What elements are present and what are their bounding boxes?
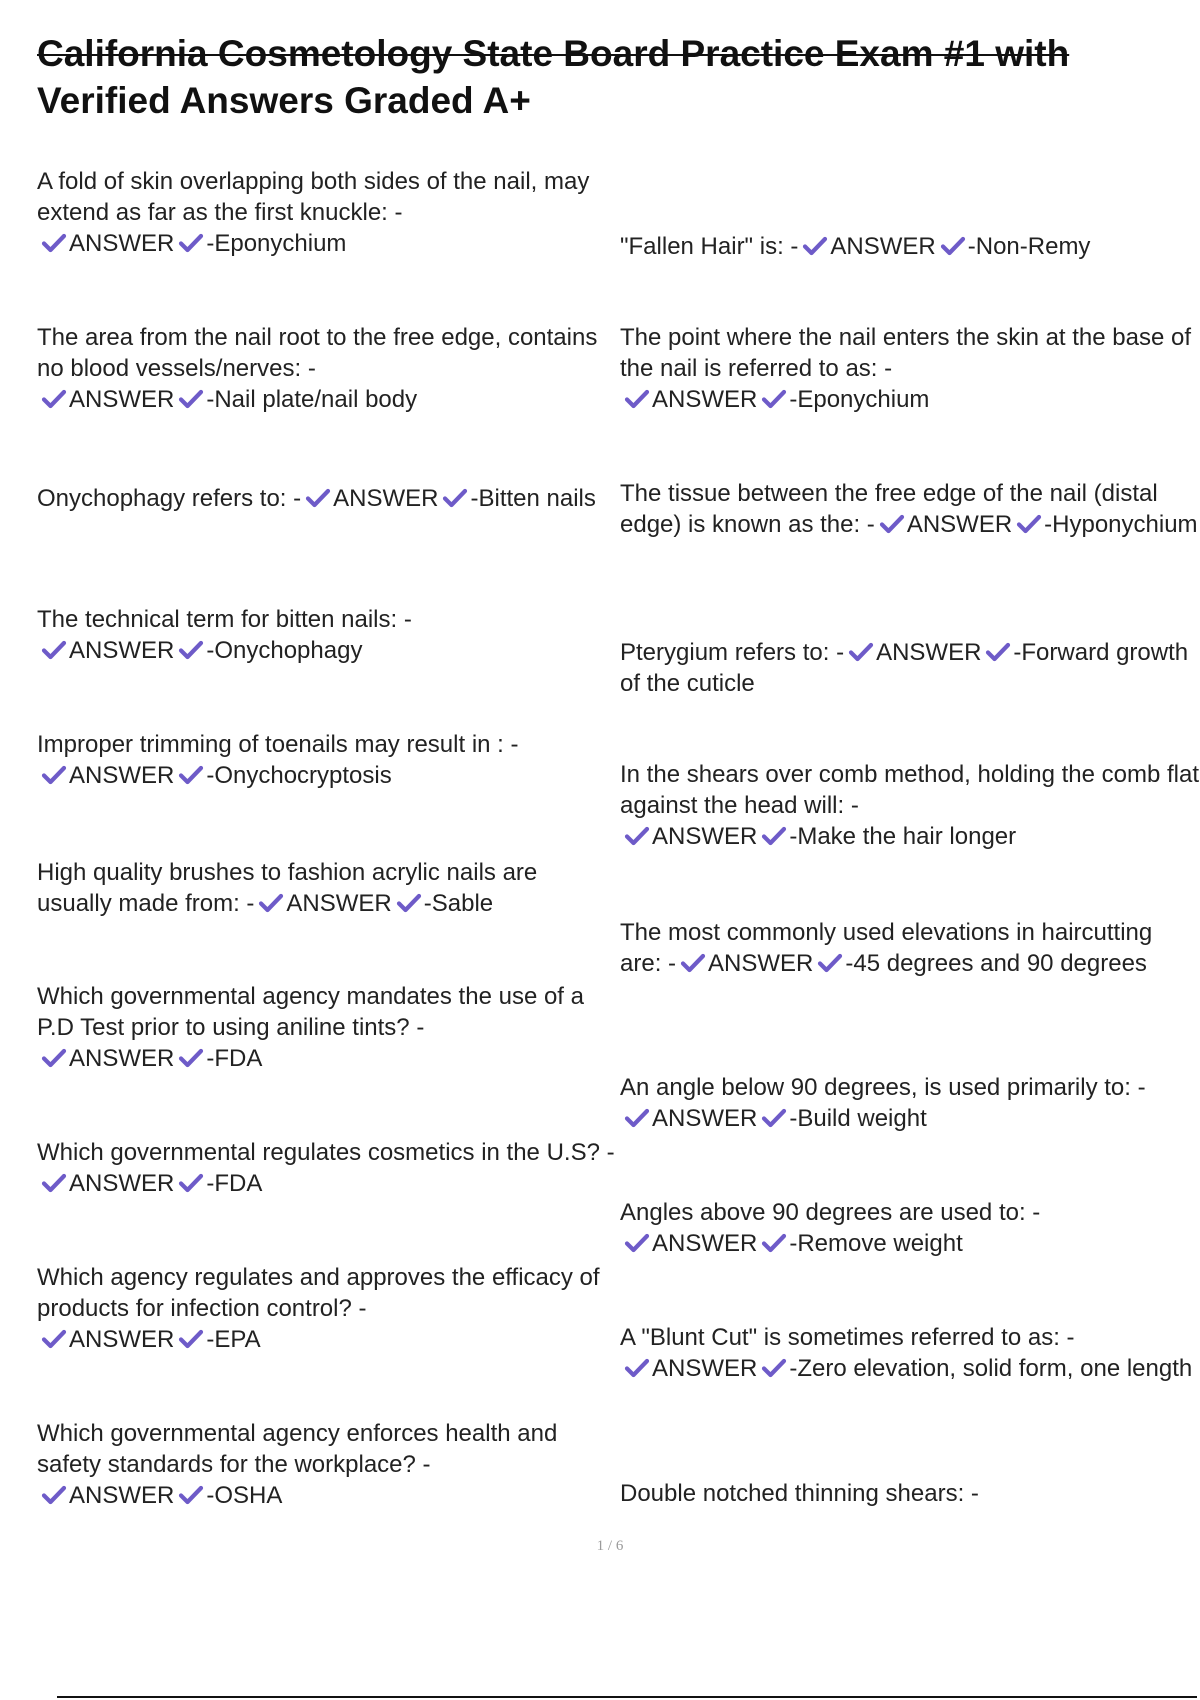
question-text: High quality brushes to fashion acrylic nails are usually made from: - <box>37 859 538 917</box>
checkmark-icon <box>178 232 204 254</box>
question-text: "Fallen Hair" is: - <box>620 233 799 260</box>
qa-item <box>37 1262 617 1355</box>
answer-text: -Build weight <box>789 1105 927 1132</box>
checkmark-icon <box>178 639 204 661</box>
qa-item <box>620 322 1200 415</box>
qa-item <box>620 1072 1200 1134</box>
answer-text: -Bitten nails <box>470 485 596 512</box>
question-text: Onychophagy refers to: - <box>37 485 302 512</box>
checkmark-icon <box>41 639 67 661</box>
answer-text: -Eponychium <box>206 230 347 257</box>
checkmark-icon <box>41 764 67 786</box>
qa-item <box>37 604 617 666</box>
answer-label: ANSWER <box>652 386 758 413</box>
question-text: The point where the nail enters the skin at the base of the nail is referred to as: - <box>620 324 1192 382</box>
answer-label: ANSWER <box>876 639 982 666</box>
answer-label: ANSWER <box>69 386 175 413</box>
answer-label: ANSWER <box>652 1105 758 1132</box>
checkmark-icon <box>761 1107 787 1129</box>
question-text: A "Blunt Cut" is sometimes referred to as: - <box>620 1324 1075 1351</box>
question-text: The tissue between the free edge of the nail (distal edge) is known as the: - <box>620 480 1158 538</box>
checkmark-icon <box>761 1232 787 1254</box>
checkmark-icon <box>1016 513 1042 535</box>
checkmark-icon <box>41 1484 67 1506</box>
question-text: In the shears over comb method, holding the comb flat against the head will: - <box>620 761 1199 819</box>
answer-label: ANSWER <box>652 823 758 850</box>
document-title <box>37 30 1177 124</box>
answer-text: -Sable <box>423 890 494 917</box>
qa-item <box>37 857 617 919</box>
checkmark-icon <box>848 641 874 663</box>
qa-item <box>37 166 617 259</box>
checkmark-icon <box>680 952 706 974</box>
checkmark-icon <box>817 952 843 974</box>
answer-text: -Onychophagy <box>206 637 363 664</box>
page-number: 1 / 6 <box>596 1538 624 1554</box>
answer-label: ANSWER <box>333 485 439 512</box>
question-text: An angle below 90 degrees, is used primarily to: - <box>620 1074 1146 1101</box>
question-text: Double notched thinning shears: - <box>620 1480 979 1507</box>
question-text: Which governmental agency enforces health and safety standards for the workplace? - <box>37 1420 558 1478</box>
question-text: Which governmental agency mandates the use of a P.D Test prior to using aniline tints? - <box>37 983 584 1041</box>
checkmark-icon <box>178 1484 204 1506</box>
checkmark-icon <box>879 513 905 535</box>
answer-text: -FDA <box>206 1045 263 1072</box>
answer-text: -Hyponychium <box>1044 511 1198 538</box>
checkmark-icon <box>178 1172 204 1194</box>
answer-label: ANSWER <box>830 233 936 260</box>
title-line-1: California Cosmetology State Board Practice Exam #1 with <box>37 33 1070 74</box>
answer-label: ANSWER <box>708 950 814 977</box>
question-text: The technical term for bitten nails: - <box>37 606 412 633</box>
qa-item <box>620 759 1200 852</box>
qa-item <box>620 1197 1200 1259</box>
title-line-2: Verified Answers Graded A+ <box>37 80 531 121</box>
checkmark-icon <box>41 1047 67 1069</box>
checkmark-icon <box>178 1328 204 1350</box>
question-text: Which agency regulates and approves the efficacy of products for infection control? - <box>37 1264 600 1322</box>
question-text: Which governmental regulates cosmetics in the U.S? - <box>37 1139 615 1166</box>
qa-item <box>37 1418 617 1511</box>
answer-label: ANSWER <box>906 511 1013 538</box>
qa-item <box>620 1322 1200 1384</box>
checkmark-icon <box>41 388 67 410</box>
answer-label: ANSWER <box>652 1355 758 1382</box>
checkmark-icon <box>396 892 422 914</box>
answer-text: -Onychocryptosis <box>206 762 392 789</box>
checkmark-icon <box>178 764 204 786</box>
checkmark-icon <box>41 1328 67 1350</box>
answer-text: -Make the hair longer <box>789 823 1017 850</box>
qa-item <box>37 483 617 514</box>
answer-label: ANSWER <box>69 230 175 257</box>
answer-label: ANSWER <box>652 1230 758 1257</box>
checkmark-icon <box>258 892 284 914</box>
checkmark-icon <box>761 825 787 847</box>
qa-item <box>620 637 1200 699</box>
answer-text: -45 degrees and 90 degrees <box>845 950 1147 977</box>
answer-label: ANSWER <box>69 1326 175 1353</box>
checkmark-icon <box>985 641 1011 663</box>
answer-label: ANSWER <box>286 890 392 917</box>
answer-text: -EPA <box>206 1326 261 1353</box>
question-text: Angles above 90 degrees are used to: - <box>620 1199 1041 1226</box>
question-text: Improper trimming of toenails may result in : - <box>37 731 519 758</box>
checkmark-icon <box>41 232 67 254</box>
qa-item <box>37 1137 617 1199</box>
checkmark-icon <box>802 235 828 257</box>
answer-text: -Nail plate/nail body <box>206 386 418 413</box>
qa-item <box>37 729 617 791</box>
checkmark-icon <box>761 388 787 410</box>
answer-label: ANSWER <box>69 1045 175 1072</box>
checkmark-icon <box>624 825 650 847</box>
checkmark-icon <box>442 487 468 509</box>
answer-text: -Zero elevation, solid form, one length <box>789 1355 1193 1382</box>
question-text: The most commonly used elevations in haircutting are: - <box>620 919 1153 977</box>
checkmark-icon <box>761 1357 787 1379</box>
qa-item <box>37 981 617 1074</box>
answer-text: -Remove weight <box>789 1230 963 1257</box>
question-text: A fold of skin overlapping both sides of the nail, may extend as far as the first knuckle: - <box>37 168 590 226</box>
checkmark-icon <box>41 1172 67 1194</box>
answer-label: ANSWER <box>69 1482 175 1509</box>
qa-item <box>37 322 617 415</box>
bottom-divider <box>57 1696 1197 1698</box>
checkmark-icon <box>624 1107 650 1129</box>
qa-item <box>620 231 1200 262</box>
checkmark-icon <box>940 235 966 257</box>
answer-text: -Eponychium <box>789 386 930 413</box>
checkmark-icon <box>624 1357 650 1379</box>
checkmark-icon <box>305 487 331 509</box>
checkmark-icon <box>624 1232 650 1254</box>
answer-text: -FDA <box>206 1170 263 1197</box>
checkmark-icon <box>178 388 204 410</box>
checkmark-icon <box>178 1047 204 1069</box>
qa-item <box>620 478 1200 540</box>
answer-text: -Non-Remy <box>967 233 1091 260</box>
answer-text: -Forward growth of the cuticle <box>620 639 1189 697</box>
answer-text: -OSHA <box>206 1482 283 1509</box>
answer-label: ANSWER <box>69 1170 175 1197</box>
qa-item <box>620 917 1200 979</box>
answer-label: ANSWER <box>69 637 175 664</box>
answer-label: ANSWER <box>69 762 175 789</box>
question-text: The area from the nail root to the free edge, contains no blood vessels/nerves: - <box>37 324 598 382</box>
qa-item <box>620 1478 1200 1509</box>
checkmark-icon <box>624 388 650 410</box>
question-text: Pterygium refers to: - <box>620 639 845 666</box>
